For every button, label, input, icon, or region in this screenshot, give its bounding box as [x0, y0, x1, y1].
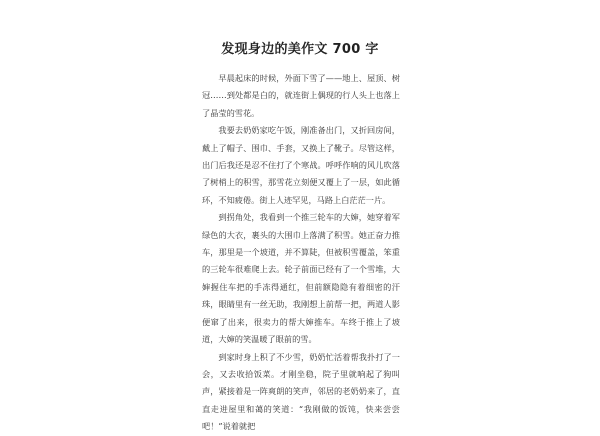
document-title: 发现身边的美作文 700 字: [221, 42, 379, 57]
paragraph: 我要去奶奶家吃午饭，刚准备出门，又折回房间，戴上了帽子、围巾、手套，又换上了靴子。尽管这样，出门后我还是忍不住打了个寒战。呼呼作响的风儿吹落了树梢上的积雪，那雪花立刻便又覆上了一层，如此循环，不知疲倦。街上人迹罕见，马路上白茫茫一片。: [202, 125, 400, 205]
paragraph: 到家时身上积了不少雪，奶奶忙活着帮我扑打了一会，又去收拾饭菜。才刚坐稳，院子里就响起了狗叫声，紧接着是一阵爽朗的笑声，邻居的老奶奶来了，直直走进屋里和蔼的笑道：“我刚做的饭饨，快来尝尝吧！”说着就把: [202, 351, 400, 432]
document-body: [202, 70, 400, 436]
paragraph: 早晨起床的时候，外面下雪了——地上、屋顶、树冠……到处都是白的，就连街上偶现的行人头上也落上了晶莹的雪花。: [202, 73, 400, 118]
paragraph: 到拐角处，我看到一个推三轮车的大婶，她穿着军绿色的大衣，裹头的大围巾上落满了积雪。她正奋力推车，那里是一个坡道，并不算陡，但被积雪覆盖，笨重的三轮车很难爬上去。轮子前面已经有了一个雪堆，大婶握住车把的手冻得通红，但前额隐隐有着细密的汗珠，眼睛里有一丝无助，我刚想上前帮一把，两道人影便窜了出来，很卖力的帮大婶推车。车终于推上了坡道，大婶的笑温暖了眼前的雪。: [202, 212, 400, 345]
